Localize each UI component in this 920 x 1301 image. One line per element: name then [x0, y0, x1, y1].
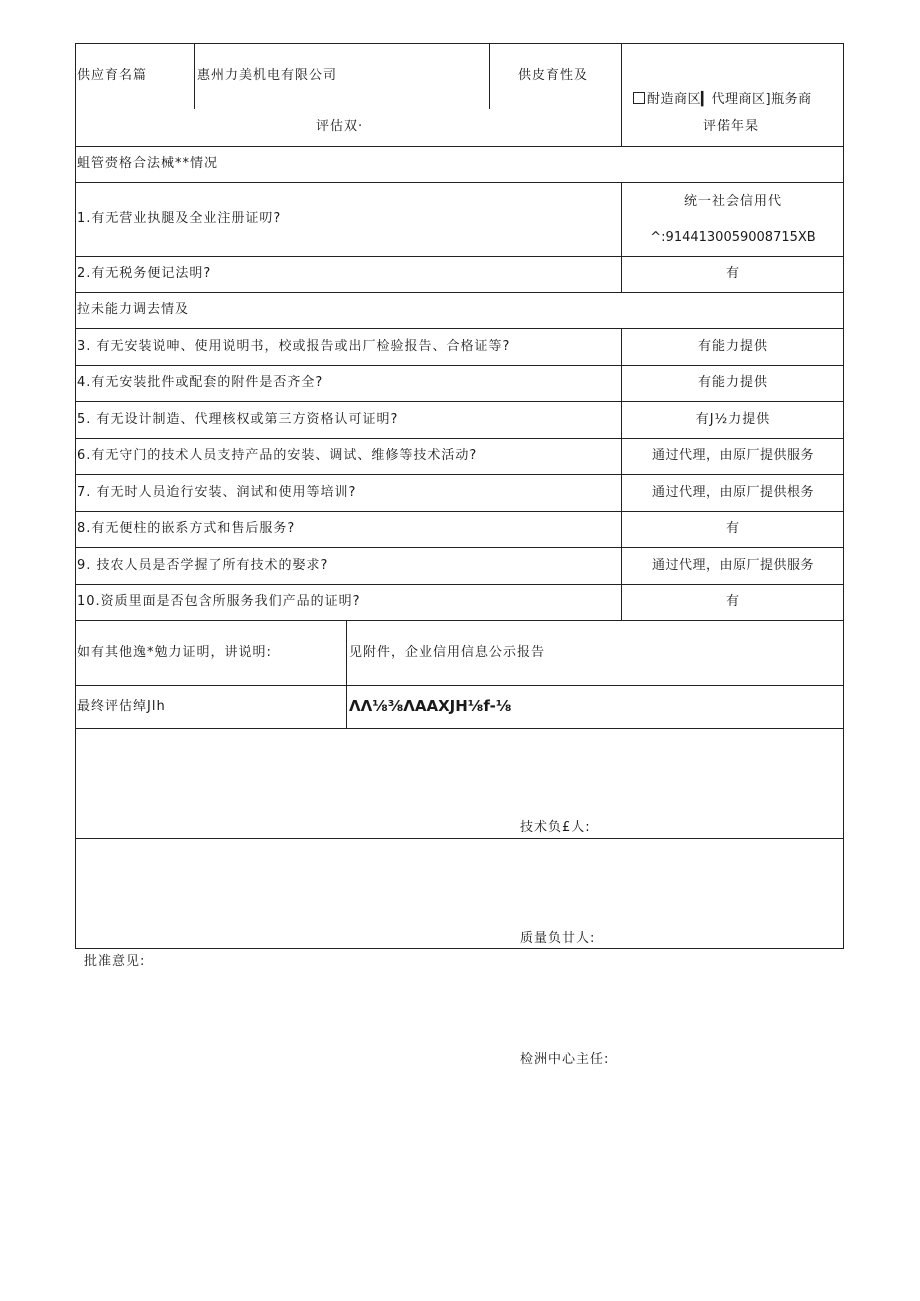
col-divider	[621, 328, 622, 620]
row-divider	[75, 838, 844, 839]
col-divider	[621, 43, 622, 146]
question-2: 2.有无税务便记法明?	[77, 266, 212, 281]
answer-5: 有J½力提供	[695, 412, 771, 427]
row-divider	[75, 401, 844, 402]
supplier-type-label: 供皮育性及	[518, 68, 589, 83]
question-7: 7. 有无时人员迨行安装、润试和使用等培训?	[77, 485, 357, 500]
other-proof-value: 见附件，企业信用信息公示报告	[349, 645, 546, 660]
section-technical-title: 拉未能力调去情及	[77, 302, 190, 317]
quality-lead-signature-label: 质量负廿人:	[520, 931, 596, 946]
answer-2: 有	[725, 266, 740, 281]
supplier-type-options	[633, 92, 812, 108]
answer-10: 有	[725, 594, 740, 609]
answer-6: 通过代理，由原厂提供服务	[651, 448, 814, 463]
question-3: 3. 有无安装说呻、使用说明书，校或报告或出厂检验报告、合格证等?	[77, 339, 511, 354]
row-divider	[75, 438, 844, 439]
col-divider	[346, 620, 347, 728]
answer-1-line2: ^:9144130059008715XB	[650, 230, 816, 245]
supplier-type-options-text: 酎造商区▎代理商区]瓶务商	[647, 92, 812, 107]
row-divider	[75, 547, 844, 548]
question-9: 9. 技农人员是否学握了所有技术的娶求?	[77, 558, 329, 573]
answer-1-line1: 统一社会信用代	[683, 194, 782, 209]
question-10: 10.资质里面是否包含所服务我们产品的证明?	[77, 594, 361, 609]
col-divider	[194, 43, 195, 109]
question-8: 8.有无便柱的嵌系方式和售后服务?	[77, 521, 296, 536]
row-divider	[75, 620, 844, 621]
col-divider	[489, 43, 490, 109]
row-divider	[75, 365, 844, 366]
question-6: 6.有无守门的技术人员支持产品的安装、调试、维修等技术活动?	[77, 448, 478, 463]
row-divider	[75, 511, 844, 512]
final-eval-label: 最终评估绰Jlh	[77, 699, 166, 714]
question-1: 1.有无营业执腿及全业注册证叨?	[77, 211, 282, 226]
answer-4: 有能力提供	[697, 375, 768, 390]
row-divider	[75, 685, 844, 686]
row-divider	[75, 182, 844, 183]
tech-lead-signature-label: 技术负£人:	[520, 820, 591, 835]
question-4: 4.有无安装批件或配套的附件是否齐全?	[77, 375, 324, 390]
other-proof-label: 如有其他逸*勉力证明，讲说明:	[77, 645, 272, 660]
row-divider	[75, 146, 844, 147]
row-divider	[75, 728, 844, 729]
approval-label: 批准意见:	[84, 954, 146, 969]
row-divider	[75, 328, 844, 329]
row-divider	[75, 292, 844, 293]
question-5: 5. 有无设计制造、代理核权或第三方资格认可证明?	[77, 412, 399, 427]
supplier-name-value: 惠州力美机电有限公司	[197, 68, 338, 83]
answer-9: 通过代理，由原厂提供服务	[651, 558, 814, 573]
checkbox-icon	[633, 92, 645, 104]
answer-3: 有能力提供	[697, 339, 768, 354]
row-divider	[75, 474, 844, 475]
section-qualification-title: 蛆管赍格合法械**情况	[77, 156, 219, 171]
eval-label-left: 评估双·	[316, 119, 364, 134]
answer-7: 通过代理，由原厂提供根务	[651, 485, 814, 500]
final-eval-value: ΛΛ⅛⅜ΛAAXJH⅛f-⅛	[349, 697, 512, 715]
row-divider	[75, 256, 844, 257]
eval-label-right: 评偌年杲	[703, 119, 760, 134]
row-divider	[75, 584, 844, 585]
supplier-name-label: 供应育名篇	[77, 68, 148, 83]
center-director-label: 检洲中心主任:	[520, 1052, 610, 1067]
answer-8: 有	[725, 521, 740, 536]
